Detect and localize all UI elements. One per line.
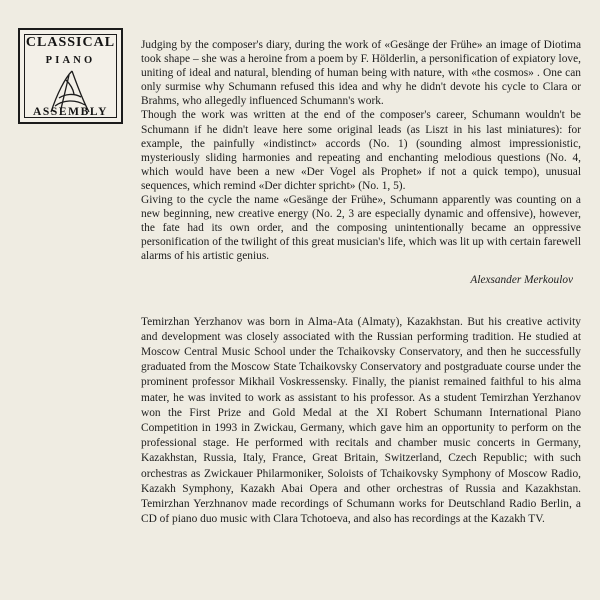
logo-text-assembly: ASSEMBLY (32, 106, 108, 118)
text-column (141, 38, 581, 539)
classical-piano-assembly-logo (18, 28, 123, 124)
artist-biography: Temirzhan Yerzhanov was born in Alma-Ata (Almaty), Kazakhstan. But his creative activity and development was closely associated with the Russian performing tradition. He studied at Moscow Central Music School under the Tchaikovsky Conservatory, and then he successfully graduated from the Moscow State Tchaikovsky Conservatory and postgraduate course under the prominent professor Mikhail Voskressensky. Finally, the pianist remained faithful to his alma mater, he was invited to work as assistant to his professor. As a student Temirzhan Yerzhanov won the First Prize and Gold Medal at the XI Robert Schumann International Piano Competition in 1993 in Zwickau, Germany, which gave him an opportunity to perform on the professional stage. He performed with recitals and chamber music concerts in Germany, Kazakhstan, Russia, Italy, France, Great Britain, Switzerland, Czech Republic; with such orchestras as Zwickauer Philarmoniker, Soloists of Tchaikovsky Symphony of Moscow Radio, Kazakh Symphony, Kazakh Abai Opera and other orchestras of Russia and Kazakhstan. Temirzhan Yerzhnanov made recordings of Schumann works for Deutschland Radio Berlin, a CD of piano duo music with Clara Tchotoeva, and also has recordings at the Kazakh TV. (141, 315, 581, 526)
logo-text-classical: CLASSICAL (25, 35, 116, 50)
article-paragraph-3: Giving to the cycle the name «Gesänge der Frühe», Schumann apparently was counting on a new beginning, new creative energy (No. 2, 3 are especially dynamic and offensive), however, the fate had its own order, and the composing unintentionally became an oppressive personification of the twilight of this great musician's life, which was lit up with certain farewell alarms of his artistic genius. (141, 194, 581, 263)
article-author-signature: Alexsander Merkoulov (470, 273, 573, 286)
article-paragraph-2: Though the work was written at the end of the composer's career, Schumann wouldn't be Schumann if he didn't leave here some original leads (as Liszt in his last miniatures): for example, the painfully «indistinct» accords (No. 1) (sounding almost impressionistic, mysteriously sliding harmonies and repeating and enchanting melodious questions (No. 4, which would have been a new «Der Vogel als Prophet» if not a quick tempo), unusual sequences, which remind «Der dichter spricht» (No. 1, 5). (141, 109, 581, 192)
article-paragraph-1: Judging by the composer's diary, during the work of «Gesänge der Frühe» an image of Diotima took shape – she was a heroine from a poem by F. Hölderlin, a personification of expiatory love, uniting of ideal and natural, blending of human being with nature, with «the cosmos» . One can only surmise why Schumann refused this idea and why he didn't devote his cycle to Clara or Brahms, who allegedly influenced Schumann's work. (141, 39, 581, 108)
logo-text-piano: PIANO (45, 55, 96, 66)
